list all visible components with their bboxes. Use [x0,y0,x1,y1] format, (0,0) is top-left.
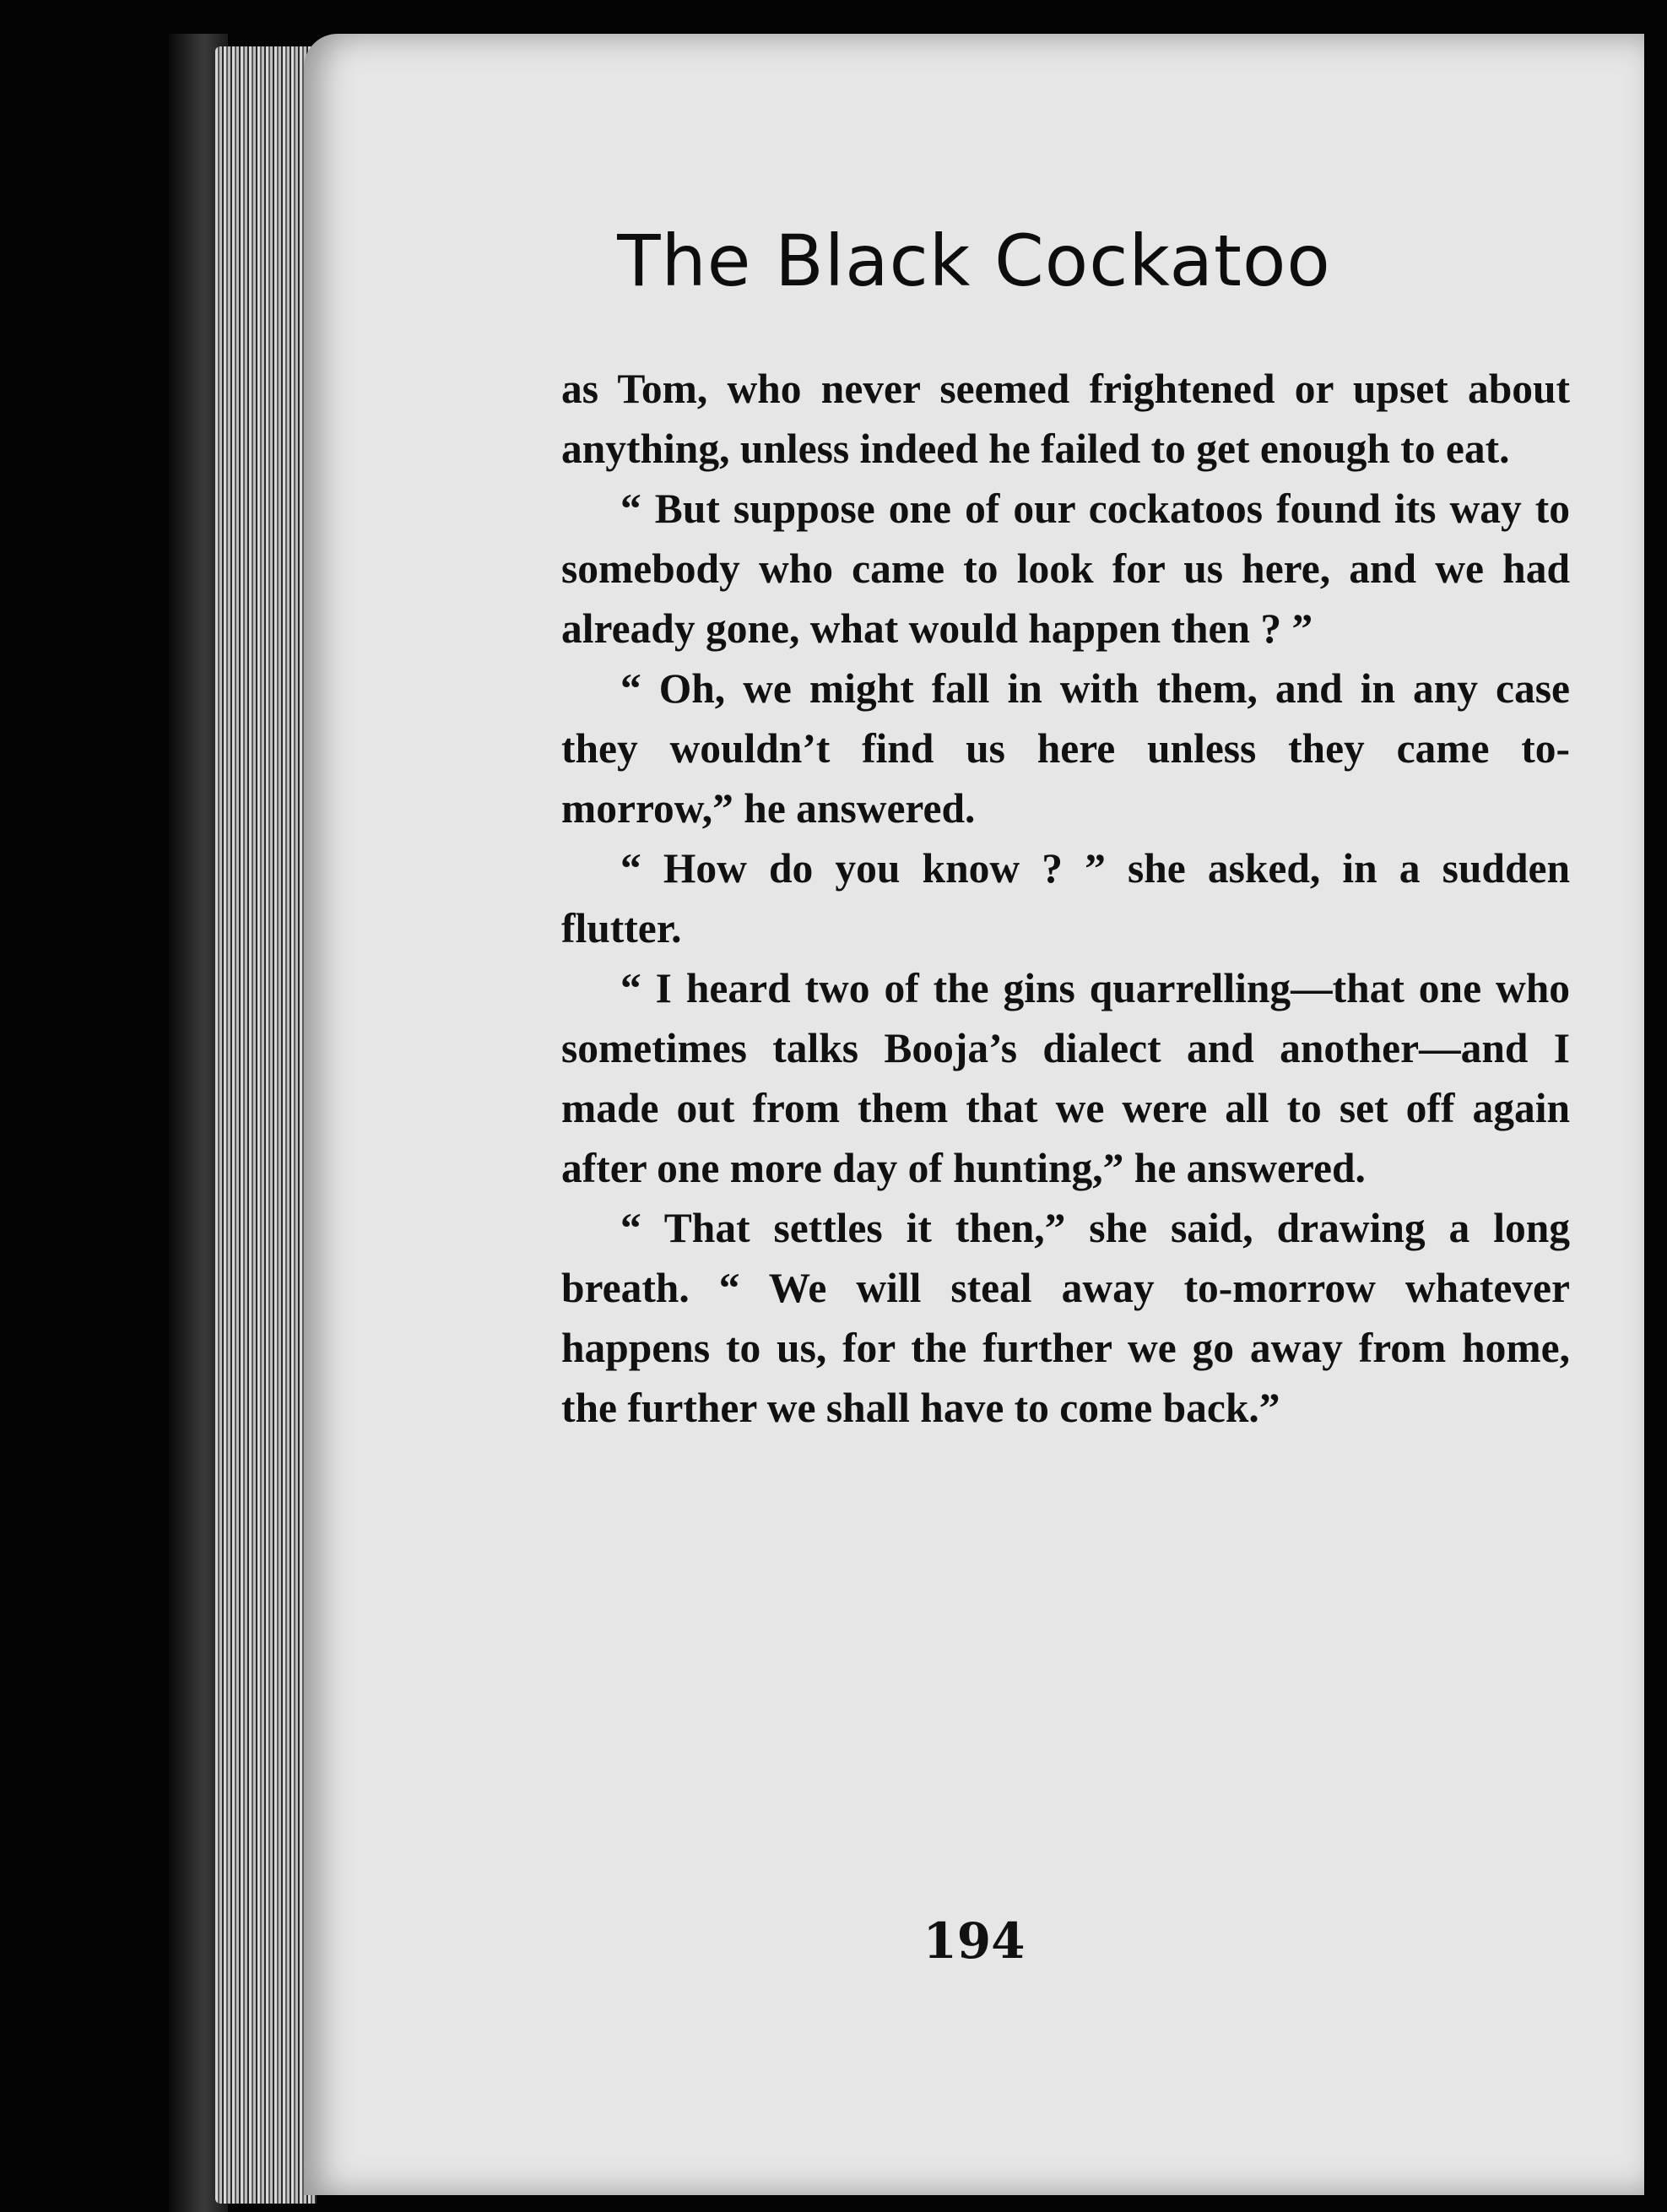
book-page [304,34,1644,2195]
page-number: 194 [923,1912,1026,1970]
stacked-page-edges [215,46,317,2204]
page-body-text [561,359,1570,1438]
paragraph: “ But suppose one of our cockatoos found its way to somebody who came to look for us here, and we had already gone, what would happen then ? ” [561,485,1570,652]
paragraph-continuation: as Tom, who never seemed frightened or upset about anything, unless indeed he failed to get enough to eat. [561,366,1570,472]
paragraph: “ That settles it then,” she said, drawing a long breath. “ We will steal away to-morrow whatever happens to us, for the further we go away from home, the further we shall have to come back.” [561,1205,1570,1431]
paragraph: “ Oh, we might fall in with them, and in any case they wouldn’t find us here unless they came to-morrow,” he answered. [561,665,1570,832]
running-head-title: The Black Cockatoo [617,220,1331,302]
paragraph: “ I heard two of the gins quarrelling—that one who sometimes talks Booja’s dialect and another—and I made out from them that we were all to set off again after one more day of hunting,” he answered. [561,965,1570,1191]
paragraph: “ How do you know ? ” she asked, in a sudden flutter. [561,845,1570,951]
